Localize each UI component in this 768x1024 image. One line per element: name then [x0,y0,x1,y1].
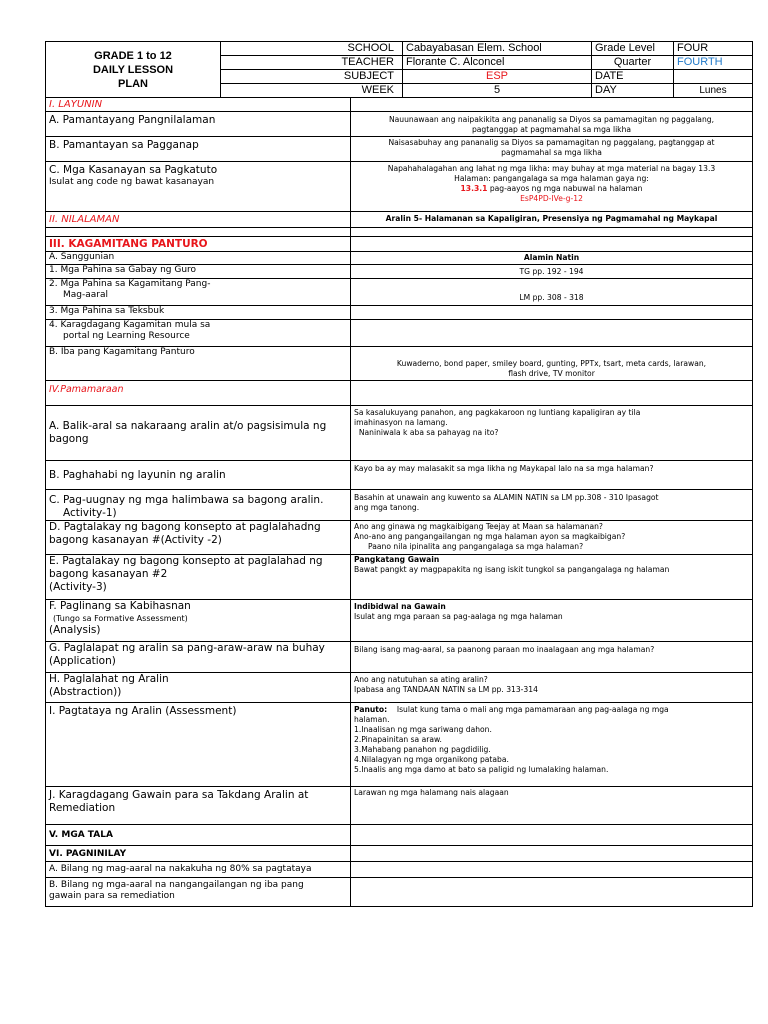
section-pagninilay-title: VI. PAGNINILAY [46,846,351,862]
grade-level-label: Grade Level [592,42,674,56]
section-pamamaraan-title: IV.Pamamaraan [46,381,351,406]
pagtalakay-2-value: Pangkatang Gawain Bawat pangkt ay magpapakita ng isang iskit tungkol sa pangangalaga ng halaman [351,555,753,600]
week-value: 5 [403,84,592,98]
lesson-table [45,97,753,907]
section-nilalaman-title: II. NILALAMAN [46,212,351,228]
karagdagang-gawain-value: Larawan ng mga halamang nais alagaan [351,787,753,825]
karagdagang-kagamitan-value [351,320,753,347]
mga-kasanayan-label: C. Mga Kasanayan sa Pagkatuto Isulat ang code ng bawat kasanayan [46,162,351,212]
karagdagang-kagamitan-label: 4. Karagdagang Kagamitan mula sa portal ng Learning Resource [46,320,351,347]
day-value: Lunes [674,84,753,98]
mga-kasanayan-value: Napahahalagahan ang lahat ng mga likha: may buhay at mga material na bagay 13.3 Halaman: pangangalaga sa mga halaman gaya ng: 13.3.1 pag-aayos ng mga nabuwal na halaman EsP4PD-IVe-g-12 [351,162,753,212]
pagtataya-value: Panuto: Isulat kung tama o mali ang mga pamamaraan ang pag-aalaga ng mga halaman. 1.Inaalisan ng mga sariwang dahon. 2.Pinapainitan sa araw. 3.Mahabang panahon ng pagdidilig. 4.Nilalagyan ng mga organikong pataba. 5.Inaalis ang mga damo at bato sa paligid ng lumalaking halaman. [351,703,753,787]
paghahabi-label: B. Paghahabi ng layunin ng aralin [46,461,351,490]
grade-level-value: FOUR [674,42,753,56]
pamantayang-pangnilalaman-label: A. Pamantayang Pangnilalaman [46,112,351,137]
empty-cell [351,381,753,406]
quarter-label: Quarter [592,56,674,70]
karagdagang-gawain-label: J. Karagdagang Gawain para sa Takdang Aralin at Remediation [46,787,351,825]
mga-tala-value [351,825,753,846]
paglalahat-value: Ano ang natutuhan sa ating aralin? Ipabasa ang TANDAAN NATIN sa LM pp. 313-314 [351,673,753,703]
quarter-value: FOURTH [674,56,753,70]
pag-uugnay-label: C. Pag-uugnay ng mga halimbawa sa bagong aralin. Activity-1) [46,490,351,521]
alamin-natin-value: Alamin Natin [351,252,753,265]
pamantayan-sa-pagganap-label: B. Pamantayan sa Pagganap [46,137,351,162]
sanggunian-label: A. Sanggunian [46,252,351,265]
paglalahat-label: H. Paglalahat ng Aralin (Abstraction)) [46,673,351,703]
empty-cell [351,237,753,252]
bilang-remediation-value [351,878,753,907]
balik-aral-value: Sa kasalukuyang panahon, ang pagkakaroon ng luntiang kapaligiran ay tila imahinasyon na lamang. Naniniwala k aba sa pahayag na ito? [351,406,753,461]
paglinang-value: Indibidwal na Gawain Isulat ang mga paraan sa pag-aalaga ng mga halaman [351,600,753,642]
paghahabi-value: Kayo ba ay may malasakit sa mga likha ng Maykapal lalo na sa mga halaman? [351,461,753,490]
section-mga-tala-title: V. MGA TALA [46,825,351,846]
pamantayan-sa-pagganap-value: Naisasabuhay ang pananalig sa Diyos sa pamamagitan ng paggalang, pagtanggap at pagmamahal sa mga likha [351,137,753,162]
paglinang-label: F. Paglinang sa Kabihasnan (Tungo sa Formative Assessment) (Analysis) [46,600,351,642]
document-title: GRADE 1 to 12 DAILY LESSON PLAN [46,42,221,98]
competency-code: EsP4PD-IVe-g-12 [520,194,583,203]
iba-pang-kagamitan-label: B. Iba pang Kagamitang Panturo [46,347,351,381]
section-kagamitang-panturo-title: III. KAGAMITANG PANTURO [46,237,351,252]
date-label: DATE [592,70,674,84]
bilang-remediation-label: B. Bilang ng mga-aaral na nangangailangan ng iba pang gawain para sa remediation [46,878,351,907]
week-label: WEEK [221,84,403,98]
pamantayang-pangnilalaman-value: Nauunawaan ang naipakikita ang pananalig sa Diyos sa pamamagitan ng paggalang, pagtanggap at pagmamahal sa mga likha [351,112,753,137]
day-label: DAY [592,84,674,98]
teksbuk-label: 3. Mga Pahina sa Teksbuk [46,306,351,320]
gabay-ng-guro-value: TG pp. 192 - 194 [351,265,753,279]
school-value: Cabayabasan Elem. School [403,42,592,56]
pagninilay-value [351,846,753,862]
paglalapat-value: Bilang isang mag-aaral, sa paanong paraan mo inaalagaan ang mga halaman? [351,642,753,673]
paglalapat-label: G. Paglalapat ng aralin sa pang-araw-araw na buhay (Application) [46,642,351,673]
gabay-ng-guro-label: 1. Mga Pahina sa Gabay ng Guro [46,265,351,279]
section-layunin-title: I. LAYUNIN [46,98,351,112]
date-value [674,70,753,84]
pag-uugnay-value: Basahin at unawain ang kuwento sa ALAMIN NATIN sa LM pp.308 - 310 Ipasagot ang mga tanong. [351,490,753,521]
lesson-plan-sheet [45,41,752,907]
school-label: SCHOOL [221,42,403,56]
bilang-80-value [351,862,753,878]
pagtataya-label: I. Pagtataya ng Aralin (Assessment) [46,703,351,787]
balik-aral-label: A. Balik-aral sa nakaraang aralin at/o pagsisimula ng bagong [46,406,351,461]
pagtalakay-2-label: E. Pagtalakay ng bagong konsepto at paglalahad ng bagong kasanayan #2 (Activity-3) [46,555,351,600]
spacer-row [351,228,753,237]
header-table [45,41,753,98]
teacher-value: Florante C. Alconcel [403,56,592,70]
subject-label: SUBJECT [221,70,403,84]
pagtalakay-1-value: Ano ang ginawa ng magkaibigang Teejay at Maan sa halamanan? Ano-ano ang pangangailangan ng mga halaman ayon sa magkaibigan? Paano nila ipinalita ang pangangalaga sa mga halaman? [351,521,753,555]
teacher-label: TEACHER [221,56,403,70]
nilalaman-value: Aralin 5- Halamanan sa Kapaligiran, Presensiya ng Pagmamahal ng Maykapal [351,212,753,228]
spacer-row [46,228,351,237]
bilang-80-label: A. Bilang ng mag-aaral na nakakuha ng 80% sa pagtataya [46,862,351,878]
empty-cell [351,98,753,112]
iba-pang-kagamitan-value: Kuwaderno, bond paper, smiley board, gunting, PPTx, tsart, meta cards, larawan, flash drive, TV monitor [351,347,753,381]
subject-value: ESP [403,70,592,84]
teksbuk-value [351,306,753,320]
kagamitang-pang-mag-aaral-label: 2. Mga Pahina sa Kagamitang Pang- Mag-aaral [46,279,351,306]
pagtalakay-1-label: D. Pagtalakay ng bagong konsepto at paglalahadng bagong kasanayan #(Activity -2) [46,521,351,555]
kagamitang-pang-mag-aaral-value: LM pp. 308 - 318 [351,279,753,306]
